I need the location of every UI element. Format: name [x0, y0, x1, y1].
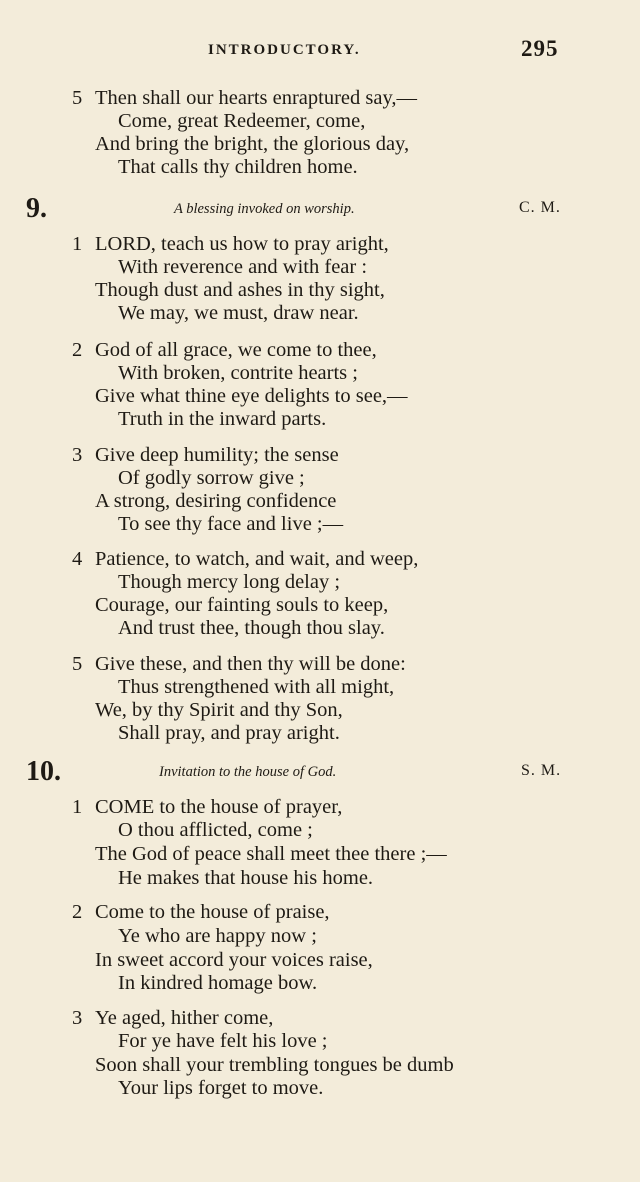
verse-line: Though dust and ashes in thy sight,: [95, 279, 385, 301]
stanza-number: 2: [72, 339, 83, 361]
verse-line: Come, great Redeemer, come,: [118, 110, 366, 132]
verse-line: Patience, to watch, and wait, and weep,: [95, 548, 419, 570]
hymn-9-header: [0, 193, 640, 227]
verse-line: LORD, teach us how to pray aright,: [95, 233, 389, 255]
hymn-meter: S. M.: [521, 762, 562, 779]
hymn-title: A blessing invoked on worship.: [174, 201, 355, 217]
verse-line: The God of peace shall meet thee there ;—: [95, 843, 447, 865]
verse-line: With reverence and with fear :: [118, 256, 368, 278]
stanza-number: 5: [72, 87, 83, 109]
hymn-title: Invitation to the house of God.: [159, 764, 337, 780]
verse-line: He makes that house his home.: [118, 867, 374, 889]
stanza-number: 1: [72, 233, 83, 255]
stanza-number: 1: [72, 796, 83, 818]
verse-line: Soon shall your trembling tongues be dumb: [95, 1054, 454, 1076]
verse-line: In kindred homage bow.: [118, 972, 318, 994]
verse-line: Thus strengthened with all might,: [118, 676, 395, 698]
hymn-number: 10.: [26, 756, 61, 787]
stanza-number: 5: [72, 653, 83, 675]
stanza-number: 3: [72, 444, 83, 466]
verse-line: To see thy face and live ;—: [118, 513, 344, 535]
verse-line: And bring the bright, the glorious day,: [95, 133, 410, 155]
verse-line: Shall pray, and pray aright.: [118, 722, 340, 744]
verse-line: That calls thy children home.: [118, 156, 358, 178]
verse-line: Though mercy long delay ;: [118, 571, 341, 593]
verse-line: And trust thee, though thou slay.: [118, 617, 385, 639]
verse-line: God of all grace, we come to thee,: [95, 339, 377, 361]
running-title: INTRODUCTORY.: [208, 42, 361, 58]
verse-line: We may, we must, draw near.: [118, 302, 359, 324]
stanza-number: 3: [72, 1007, 83, 1029]
verse-line: Then shall our hearts enraptured say,—: [95, 87, 418, 109]
verse-line: In sweet accord your voices raise,: [95, 949, 373, 971]
verse-line: Truth in the inward parts.: [118, 408, 327, 430]
verse-line: Come to the house of praise,: [95, 901, 330, 923]
verse-line: Give deep humility; the sense: [95, 444, 339, 466]
verse-line: We, by thy Spirit and thy Son,: [95, 699, 343, 721]
verse-line: For ye have felt his love ;: [118, 1030, 328, 1052]
hymn-meter: C. M.: [519, 199, 561, 216]
verse-line: With broken, contrite hearts ;: [118, 362, 358, 384]
verse-line: Your lips forget to move.: [118, 1077, 324, 1099]
hymn-10-header: [0, 756, 640, 790]
running-head: [0, 38, 640, 68]
verse-line: Give what thine eye delights to see,—: [95, 385, 408, 407]
verse-line: O thou afflicted, come ;: [118, 819, 313, 841]
verse-line: Courage, our fainting souls to keep,: [95, 594, 389, 616]
page-number: 295: [521, 36, 559, 61]
verse-line: Ye aged, hither come,: [95, 1007, 274, 1029]
stanza-number: 2: [72, 901, 83, 923]
verse-line: Give these, and then thy will be done:: [95, 653, 406, 675]
verse-line: Ye who are happy now ;: [118, 925, 317, 947]
verse-line: Of godly sorrow give ;: [118, 467, 305, 489]
verse-line: COME to the house of prayer,: [95, 796, 343, 818]
verse-line: A strong, desiring confidence: [95, 490, 337, 512]
hymn-number: 9.: [26, 193, 47, 224]
stanza-number: 4: [72, 548, 83, 570]
